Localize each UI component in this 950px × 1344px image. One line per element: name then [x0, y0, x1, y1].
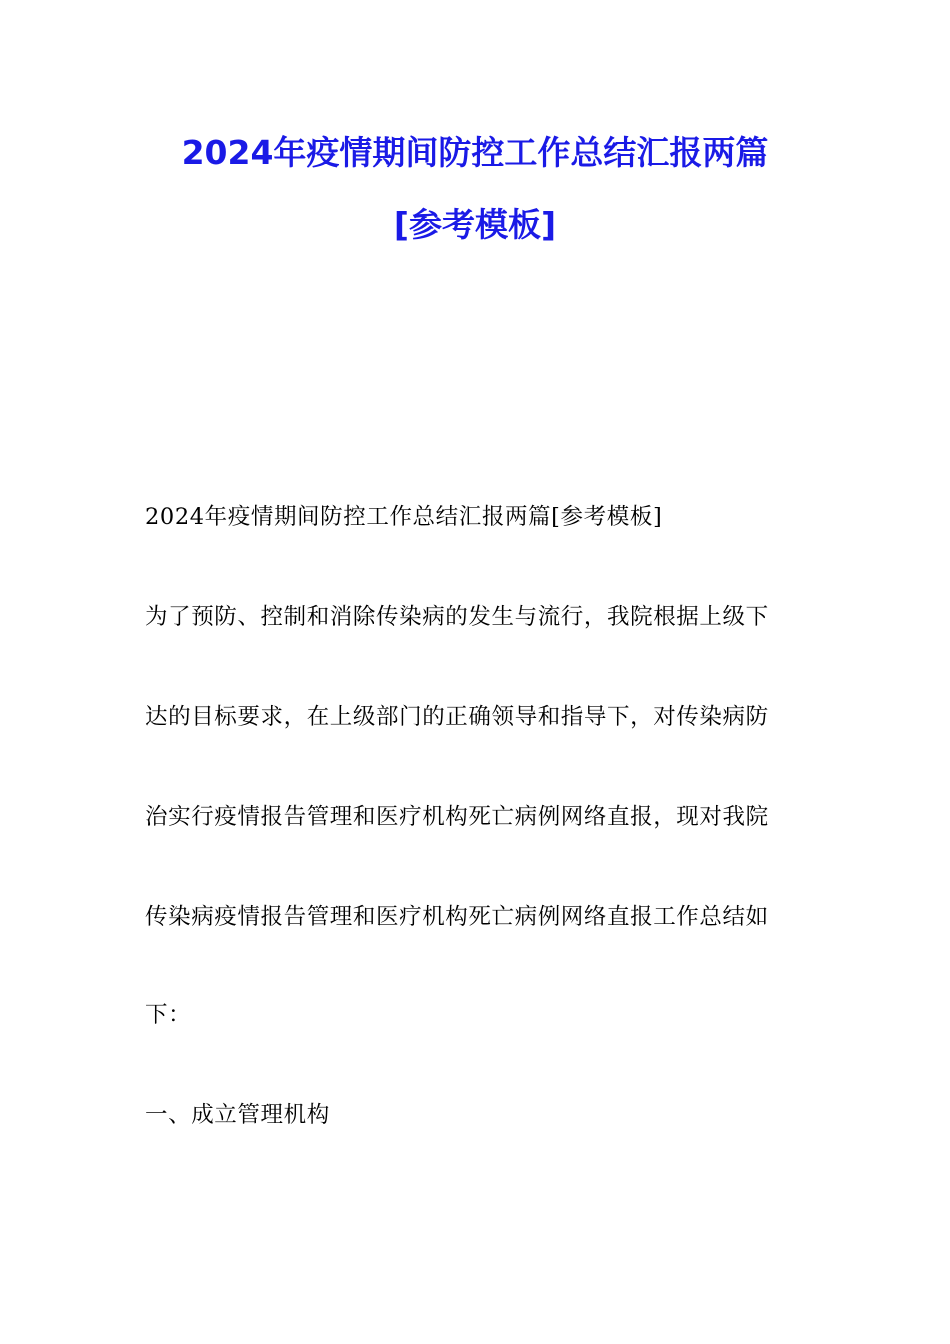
paragraph-line: 为了预防、控制和消除传染病的发生与流行，我院根据上级下	[145, 604, 769, 630]
document-subtitle: [参考模板]	[393, 205, 557, 244]
section-heading: 一、成立管理机构	[145, 1102, 330, 1128]
paragraph-line: 传染病疫情报告管理和医疗机构死亡病例网络直报工作总结如	[145, 904, 769, 930]
paragraph-line: 达的目标要求，在上级部门的正确领导和指导下，对传染病防	[145, 704, 769, 730]
body-heading-line: 2024年疫情期间防控工作总结汇报两篇[参考模板]	[145, 504, 663, 530]
paragraph-line: 下：	[145, 1002, 192, 1028]
document-title: 2024年疫情期间防控工作总结汇报两篇	[181, 133, 769, 172]
paragraph-line: 治实行疫情报告管理和医疗机构死亡病例网络直报，现对我院	[145, 804, 769, 830]
